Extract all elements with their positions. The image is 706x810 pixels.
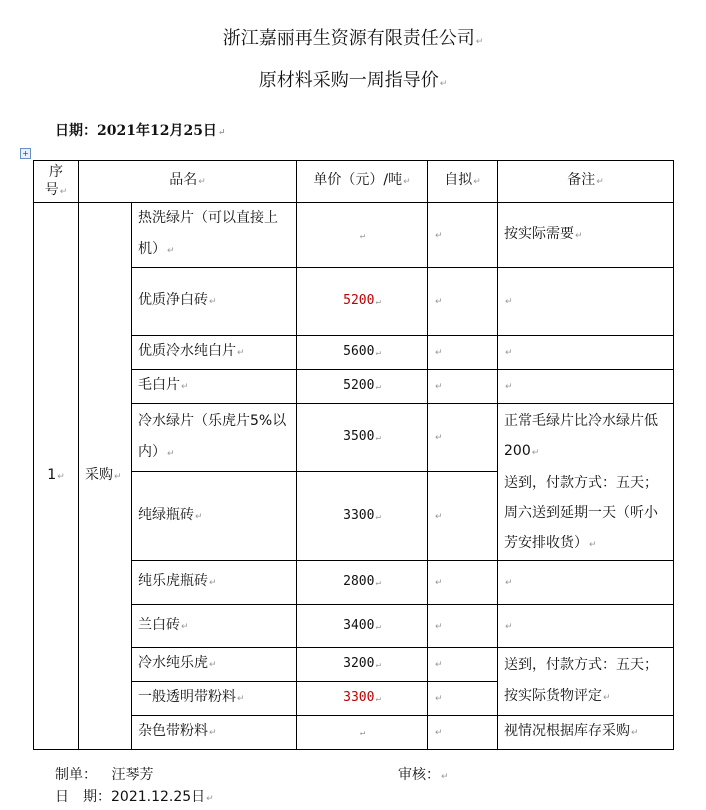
item-name: 冷水绿片（乐虎片5%以内） ↵ bbox=[132, 404, 297, 472]
merged-remark-2: 送到，付款方式：五天；按实际货物评定 ↵ bbox=[498, 648, 674, 716]
item-self bbox=[428, 404, 498, 472]
item-name: 优质冷水纯白片 ↵ bbox=[132, 336, 297, 370]
header-self: 自拟 ↵ bbox=[428, 161, 498, 203]
table-row bbox=[34, 203, 674, 268]
company-title: 浙江嘉丽再生资源有限责任公司 ↵ bbox=[0, 24, 706, 50]
item-remark: 视情况根据库存采购 ↵ bbox=[498, 716, 674, 750]
header-seq: 序号 ↵ bbox=[34, 161, 79, 203]
item-self bbox=[428, 682, 498, 716]
item-name: 一般透明带粉料 ↵ bbox=[132, 682, 297, 716]
item-name: 热洗绿片（可以直接上机） ↵ bbox=[132, 203, 297, 268]
item-price: 3200 ↵ bbox=[297, 648, 428, 682]
item-self bbox=[428, 370, 498, 404]
header-price: 单价（元）/吨 ↵ bbox=[297, 161, 428, 203]
maker-name: 汪琴芳 bbox=[111, 767, 154, 783]
item-name: 纯乐虎瓶砖 ↵ bbox=[132, 561, 297, 605]
price-table bbox=[33, 160, 674, 750]
category-cell: 采购 ↵ bbox=[79, 203, 132, 750]
item-self bbox=[428, 605, 498, 648]
item-self bbox=[428, 203, 498, 268]
item-name: 冷水纯乐虎 ↵ bbox=[132, 648, 297, 682]
item-name: 纯绿瓶砖 ↵ bbox=[132, 472, 297, 561]
item-self bbox=[428, 561, 498, 605]
item-self bbox=[428, 336, 498, 370]
item-name: 杂色带粉料 ↵ bbox=[132, 716, 297, 750]
auditor-label: 审核： ↵ bbox=[398, 764, 449, 784]
item-name: 毛白片 ↵ bbox=[132, 370, 297, 404]
maker-field bbox=[55, 764, 153, 784]
item-price: 2800 ↵ bbox=[297, 561, 428, 605]
item-price: 3300 ↵ bbox=[297, 682, 428, 716]
item-remark bbox=[498, 605, 674, 648]
item-name: 兰白砖 ↵ bbox=[132, 605, 297, 648]
table-header-row bbox=[34, 161, 674, 203]
header-remark: 备注 ↵ bbox=[498, 161, 674, 203]
seq-cell: 1 ↵ bbox=[34, 203, 79, 750]
table-move-handle-icon[interactable]: + bbox=[20, 148, 31, 159]
item-price: 5200 ↵ bbox=[297, 370, 428, 404]
item-price: 5600 ↵ bbox=[297, 336, 428, 370]
maker-label: 制单： bbox=[55, 767, 97, 783]
footer-date: 日 期：2021.12.25日 ↵ bbox=[55, 786, 214, 806]
item-name: 优质净白砖 ↵ bbox=[132, 268, 297, 336]
item-price: 3400 ↵ bbox=[297, 605, 428, 648]
header-name: 品名 ↵ bbox=[79, 161, 297, 203]
item-price bbox=[297, 203, 428, 268]
item-price bbox=[297, 716, 428, 750]
item-self bbox=[428, 648, 498, 682]
item-remark bbox=[498, 561, 674, 605]
item-price: 3300 ↵ bbox=[297, 472, 428, 561]
item-remark bbox=[498, 268, 674, 336]
document-date: 日期：2021年12月25日 ↵ bbox=[55, 120, 225, 140]
item-self bbox=[428, 472, 498, 561]
item-price: 3500 ↵ bbox=[297, 404, 428, 472]
item-self bbox=[428, 268, 498, 336]
item-remark: 按实际需要 ↵ bbox=[498, 203, 674, 268]
remark-line-a: 正常毛绿片比冷水绿片低200 ↵ bbox=[504, 406, 667, 468]
item-remark bbox=[498, 370, 674, 404]
remark-line-b: 送到，付款方式：五天；周六送到延期一天（听小芳安排收货） ↵ bbox=[504, 468, 667, 560]
document-subtitle: 原材料采购一周指导价 ↵ bbox=[0, 66, 706, 92]
item-self bbox=[428, 716, 498, 750]
merged-remark-1 bbox=[498, 404, 674, 561]
item-price: 5200 ↵ bbox=[297, 268, 428, 336]
item-remark bbox=[498, 336, 674, 370]
